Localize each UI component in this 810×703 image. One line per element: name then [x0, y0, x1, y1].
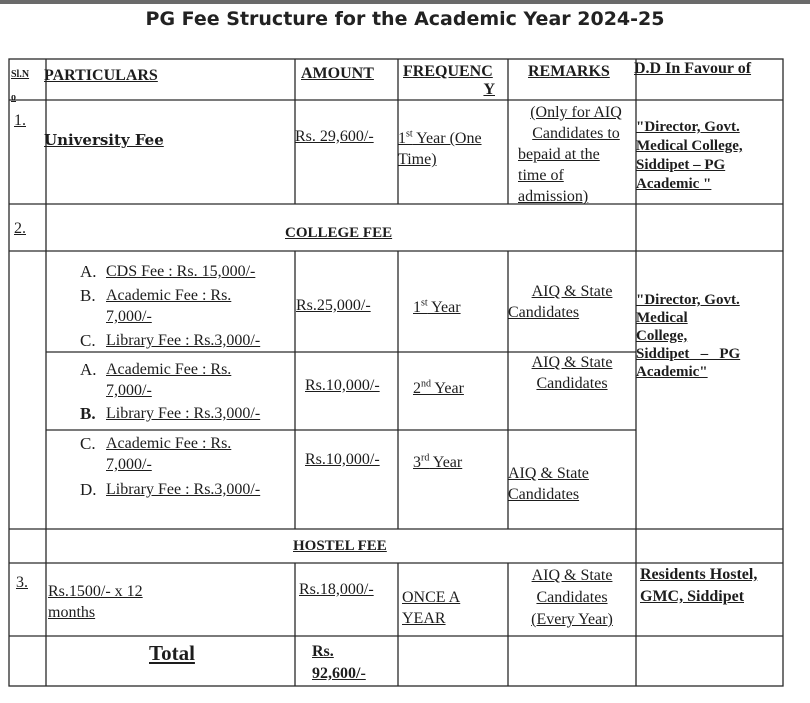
college-year2-remarks: [508, 352, 636, 394]
list-item-text: Library Fee : Rs.3,000/-: [106, 405, 261, 422]
list-item-text: CDS Fee : Rs. 15,000/-: [106, 263, 256, 280]
row1-remarks-line: bepaid at the: [518, 146, 600, 163]
header-frequency-line2: Y: [483, 81, 495, 98]
list-item-text: 7,000/-: [106, 382, 152, 399]
college-dd-line: Academic": [636, 364, 708, 380]
row1-dd-line: Siddipet – PG: [636, 157, 726, 173]
row3-remarks: [508, 565, 636, 631]
remarks-line: AIQ & State: [531, 354, 613, 371]
fee-table: [8, 58, 784, 688]
list-item-text: 7,000/-: [106, 308, 152, 325]
row3-frequency-line: ONCE A: [402, 589, 461, 606]
college-year1-remarks: [508, 281, 636, 323]
college-year3-remarks: [508, 463, 589, 505]
list-item-letter: B.: [80, 286, 96, 305]
row3-amount: Rs.18,000/-: [299, 581, 374, 598]
hostel-fee-title: HOSTEL FEE: [293, 538, 387, 554]
college-fee-year3-list: [80, 433, 294, 500]
row3-dd-line: GMC, Siddipet: [640, 588, 745, 605]
college-year2-frequency: 2nd Year: [413, 379, 464, 398]
row1-sl-no: 1.: [14, 112, 26, 129]
college-fee-title: COLLEGE FEE: [285, 225, 393, 241]
header-frequency: [403, 61, 495, 97]
remarks-line: AIQ & State: [508, 465, 589, 482]
row3-particulars-line: months: [48, 604, 96, 621]
row1-amount: Rs. 29,600/-: [295, 128, 374, 145]
row3-frequency-line: YEAR: [402, 610, 446, 627]
row1-remarks-line: (Only for AIQ: [530, 104, 622, 121]
list-item-letter: A.: [80, 360, 97, 379]
row1-frequency-line1: 1st Year (One: [398, 129, 482, 148]
header-dd-favour: D.D In Favour of: [634, 60, 752, 77]
header-particulars: PARTICULARS: [44, 67, 158, 84]
list-item: [80, 479, 294, 500]
row1-frequency-line2: Time): [398, 151, 437, 169]
list-item: [80, 359, 294, 401]
row3-particulars-line: Rs.1500/- x 12: [48, 583, 143, 600]
header-sl-no-line1: Sl.N: [11, 69, 30, 80]
college-dd-line: Medical: [636, 310, 688, 326]
header-frequency-line1: FREQUENC: [403, 63, 493, 80]
row3-remarks-line: Candidates: [536, 589, 608, 606]
row1-particulars: University Fee: [44, 131, 164, 149]
list-item-text: 7,000/-: [106, 456, 152, 473]
page-title: PG Fee Structure for the Academic Year 2024-25: [145, 8, 665, 30]
row3-particulars: [48, 581, 143, 623]
college-year1-frequency: 1st Year: [413, 298, 461, 317]
row1-frequency: [398, 124, 482, 170]
remarks-line: Candidates: [508, 486, 580, 503]
college-dd-line: Siddipet – PG: [636, 346, 741, 362]
remarks-line: Candidates: [508, 304, 580, 321]
list-item-text: Library Fee : Rs.3,000/-: [106, 332, 261, 349]
college-year3-amount: Rs.10,000/-: [305, 451, 380, 468]
row1-dd-line: Academic ": [636, 176, 712, 192]
header-sl-no-line2: o: [11, 92, 16, 103]
row3-remarks-line: AIQ & State: [531, 567, 613, 584]
list-item: [80, 403, 294, 424]
list-item-letter: C.: [80, 331, 96, 350]
list-item-letter: C.: [80, 434, 96, 453]
total-label: Total: [149, 641, 195, 665]
row1-remarks: [518, 102, 634, 207]
header-amount: AMOUNT: [301, 65, 374, 82]
list-item-text: Academic Fee : Rs.: [106, 287, 232, 304]
list-item-text: Academic Fee : Rs.: [106, 361, 232, 378]
row2-sl-no: 2.: [14, 220, 26, 237]
list-item: [80, 261, 294, 282]
college-year3-frequency: 3rd Year: [413, 453, 463, 472]
row3-remarks-line: (Every Year): [531, 611, 613, 628]
row1-dd-favour: [636, 118, 743, 194]
list-item-letter: A.: [80, 262, 97, 281]
row3-frequency: [402, 587, 460, 629]
remarks-line: Candidates: [536, 375, 608, 392]
college-year1-amount: Rs.25,000/-: [296, 297, 371, 314]
header-sl-no: [11, 68, 29, 104]
college-fee-year1-list: [80, 261, 294, 351]
list-item: [80, 330, 294, 351]
row1-dd-line: "Director, Govt.: [636, 119, 740, 135]
row1-remarks-line: time of: [518, 167, 564, 184]
list-item-text: Library Fee : Rs.3,000/-: [106, 481, 261, 498]
college-dd-line: "Director, Govt.: [636, 292, 740, 308]
total-amount-line: 92,600/-: [312, 665, 366, 682]
page-top-border: [0, 0, 810, 4]
row1-remarks-line: Candidates to: [532, 125, 620, 142]
list-item-letter: D.: [80, 480, 97, 499]
list-item: [80, 433, 294, 475]
row3-dd-favour: [640, 564, 757, 608]
header-remarks: REMARKS: [528, 63, 610, 80]
row1-remarks-line: admission): [518, 188, 589, 205]
list-item-text: Academic Fee : Rs.: [106, 435, 232, 452]
list-item: [80, 285, 294, 327]
row3-sl-no: 3.: [16, 574, 28, 591]
total-amount-line: Rs.: [312, 643, 334, 660]
college-fee-year2-list: [80, 359, 294, 424]
remarks-line: AIQ & State: [531, 283, 613, 300]
college-dd-line: College,: [636, 328, 688, 344]
college-dd-favour: [636, 291, 776, 381]
total-amount: [312, 641, 366, 685]
row1-dd-line: Medical College,: [636, 138, 743, 154]
row3-dd-line: Residents Hostel,: [640, 566, 758, 583]
list-item-letter: B.: [80, 404, 96, 423]
college-year2-amount: Rs.10,000/-: [305, 377, 380, 394]
